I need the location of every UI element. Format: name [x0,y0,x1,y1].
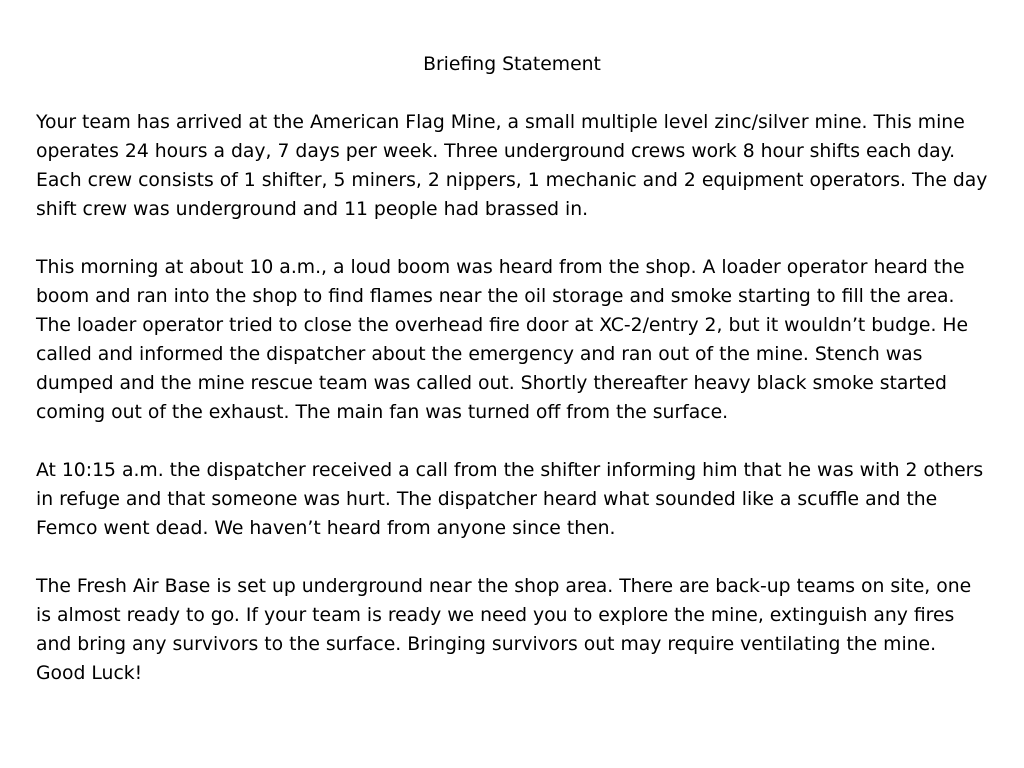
paragraph-instructions: The Fresh Air Base is set up underground near the shop area. There are back-up teams on site, one is almost ready to go. If your team is ready we need you to explore the mine, extinguish any fires and bring any survivors to the surface. Bringing survivors out may require ventilating the mine. Good Luck! [36,576,972,684]
paragraph-dispatcher-call: At 10:15 a.m. the dispatcher received a call from the shifter informing him that he was with 2 others in refuge and that someone was hurt. The dispatcher heard what sounded like a scuffle and the Femco went dead. We haven’t heard from anyone since then. [36,460,984,539]
paragraph-incident: This morning at about 10 a.m., a loud boom was heard from the shop. A loader operator heard the boom and ran into the shop to find flames near the oil storage and smoke starting to fill the area. The loader operator tried to close the overhead fire door at XC-2/entry 2, but it wouldn’t budge. He called and informed the dispatcher about the emergency and ran out of the mine. Stench was dumped and the mine rescue team was called out. Shortly thereafter heavy black smoke started coming out of the exhaust. The main fan was turned off from the surface. [36,257,969,423]
paragraph-arrival: Your team has arrived at the American Flag Mine, a small multiple level zinc/silver mine. This mine operates 24 hours a day, 7 days per week. Three underground crews work 8 hour shifts each day. Each crew consists of 1 shifter, 5 miners, 2 nippers, 1 mechanic and 2 equipment operators. The day shift crew was underground and 11 people had brassed in. [36,112,988,220]
slide-title: Briefing Statement [423,54,601,75]
